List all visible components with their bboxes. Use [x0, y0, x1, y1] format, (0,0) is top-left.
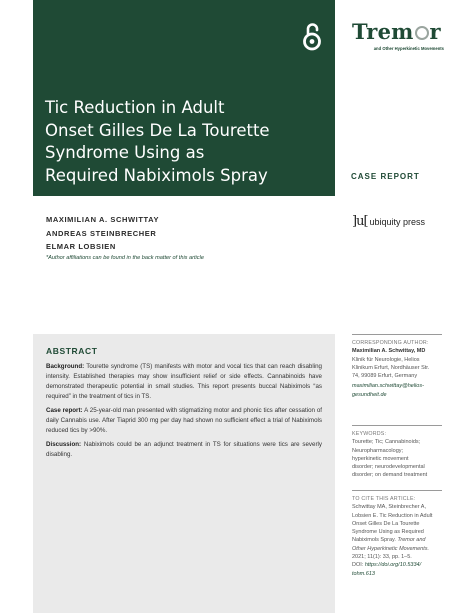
abstract-heading: ABSTRACT [46, 346, 98, 356]
abstract-discussion [46, 440, 322, 460]
abstract-background [46, 362, 322, 402]
affiliation-note: *Author affiliations can be found in the back matter of this article [46, 255, 204, 261]
keyword-line: Tourette; Tic; Cannabinoids; [352, 439, 421, 446]
journal-name [352, 20, 444, 44]
address-line: Klinikum Erfurt, Nordhäuser Str. [352, 364, 430, 371]
citation-line: Syndrome Using as Required [352, 529, 424, 536]
discussion-text: Nabiximols could be an adjunct treatment in TS for situations were tics are severly disabling. [46, 441, 322, 458]
citation-line: 2021; 11(1): 33, pp. 1–5. [352, 554, 412, 561]
corresponding-name: Maximilian A. Schwittay, MD [352, 348, 426, 355]
citation-doi [352, 561, 442, 569]
author-list [46, 213, 159, 254]
author-name[interactable]: ANDREAS STEINBRECHER [46, 228, 157, 238]
keywords-block [352, 425, 442, 480]
citation-label: TO CITE THIS ARTICLE: [352, 496, 416, 502]
citation-text: Nabiximols Spray. [352, 537, 398, 544]
corresponding-label: CORRESPONDING AUTHOR: [352, 340, 429, 346]
title-banner [33, 0, 335, 196]
doi-link[interactable]: https://doi.org/10.5334/ [364, 562, 422, 569]
background-text: Tourette syndrome (TS) manifests with motor and vocal tics that can reach disabling intensity. Established therapies may show insufficient relief or side effects. Cannabinoids have demonstrated therapeutic potential in small studies. This report presents buccal Nabiximols “as required” in the treatment of tics in TS. [46, 363, 322, 400]
citation-line: Lobsien E. Tic Reduction in Adult [352, 512, 433, 519]
keywords-label: KEYWORDS: [352, 431, 387, 437]
journal-subtitle: and Other Hyperkinetic Movements [373, 46, 444, 51]
citation-line [352, 545, 442, 553]
tremor-o-icon [415, 26, 429, 40]
publisher-logo[interactable] [352, 214, 425, 229]
corresponding-email-link[interactable] [352, 382, 442, 399]
citation-line [352, 536, 442, 544]
doi-link[interactable]: tohm.613 [352, 570, 375, 577]
journal-name-part: r [429, 19, 441, 44]
keyword-line: Neuropharmacology; [352, 447, 404, 454]
discussion-label: Discussion: [46, 441, 82, 448]
keyword-line: disorder; on demand treatment [352, 472, 428, 479]
journal-logo[interactable] [352, 20, 444, 51]
citation-line: Schwittay MA, Steinbrecher A, [352, 504, 426, 511]
abstract-case [46, 406, 322, 436]
journal-italic: Other Hyperkinetic Movements. [352, 545, 430, 552]
title-line: Syndrome Using as [45, 143, 205, 162]
case-text: A 25-year-old man presented with stigmatizing motor and phonic tics after cessation of daily Cannabis use. After Tiaprid 300 mg per day had shown no sufficient effect a trial of Nabiximols reduced tics by >90%. [46, 407, 322, 434]
email-line: gesundheit.de [352, 391, 387, 398]
title-line: Tic Reduction in Adult [45, 98, 225, 117]
divider [352, 334, 442, 335]
abstract-body [46, 362, 322, 464]
title-line: Onset Gilles De La Tourette [45, 120, 270, 140]
address-line: Klinik für Neurologie, Helios [352, 356, 420, 363]
address-line: 74, 99089 Erfurt, Germany [352, 373, 418, 380]
divider [352, 425, 442, 426]
email-line: maximilian.schwittay@helios- [352, 383, 424, 390]
author-name[interactable]: MAXIMILIAN A. SCHWITTAY [46, 215, 160, 224]
open-access-icon[interactable] [301, 20, 323, 52]
divider [352, 490, 442, 491]
article-type: CASE REPORT [351, 172, 420, 181]
article-title [45, 97, 330, 187]
journal-name-part: Trem [352, 19, 414, 44]
background-label: Background: [46, 363, 85, 370]
ubiquity-mark-icon: ]u[ [352, 214, 368, 229]
journal-italic: Tremor and [397, 537, 426, 544]
keyword-line: hyperkinetic movement [352, 455, 409, 462]
doi-prefix: DOI: [352, 562, 365, 569]
title-line: Required Nabiximols Spray [45, 165, 268, 185]
abstract-section [33, 334, 335, 613]
corresponding-author-block [352, 334, 442, 399]
keyword-line: disorder; neurodevelopmental [352, 464, 425, 471]
author-name[interactable]: ELMAR LOBSIEN [46, 242, 116, 251]
citation-block [352, 490, 442, 578]
citation-line: Onset Gilles De La Tourette [352, 520, 420, 527]
publisher-name: ubiquity press [369, 216, 426, 227]
case-label: Case report: [46, 407, 83, 414]
